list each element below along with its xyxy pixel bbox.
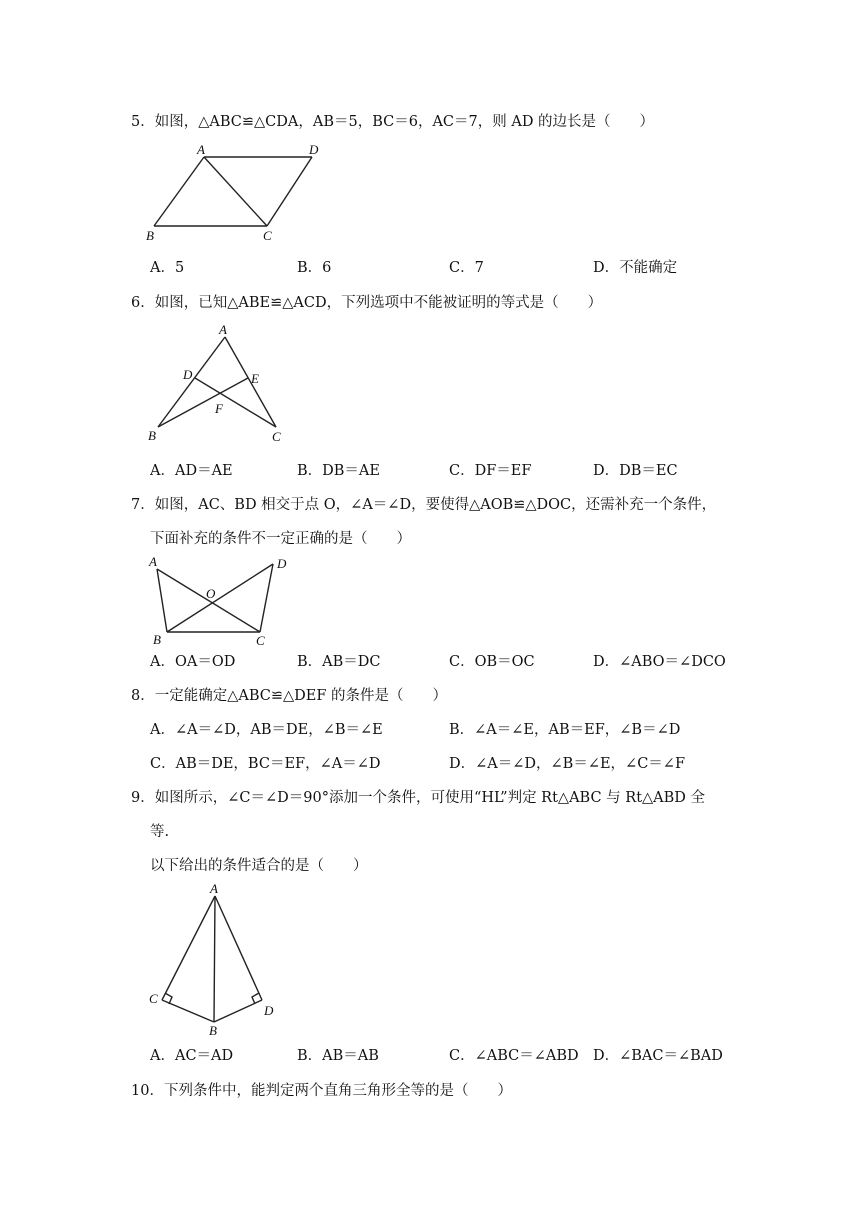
q10-stem: 10．下列条件中，能判定两个直角三角形全等的是（ ） (131, 1083, 512, 1099)
q5-option-c[interactable]: C．7 (449, 260, 484, 276)
q8-option-a[interactable]: A．∠A＝∠D，AB＝DE，∠B＝∠E (150, 722, 383, 738)
q6-label-d: D (183, 367, 193, 382)
q7-option-a[interactable]: A．OA＝OD (150, 654, 236, 670)
q8-option-b[interactable]: B．∠A＝∠E，AB＝EF，∠B＝∠D (449, 722, 681, 738)
q6-label-a: A (219, 322, 227, 337)
q6-figure (140, 322, 300, 447)
q6-label-e: E (251, 371, 259, 386)
q9-option-d[interactable]: D．∠BAC＝∠BAD (593, 1048, 723, 1064)
q7-option-b[interactable]: B．AB＝DC (297, 654, 381, 670)
q9-label-a: A (210, 881, 218, 896)
q7-stem-line1: 7．如图，AC、BD 相交于点 O，∠A＝∠D，要使得△AOB≌△DOC，还需补充一个条件， (131, 497, 717, 513)
q7-label-d: D (277, 556, 287, 571)
q6-label-b: B (148, 428, 156, 443)
q5-option-a[interactable]: A．5 (150, 260, 185, 276)
q9-label-c: C (149, 991, 158, 1006)
q5-label-d: D (309, 142, 319, 157)
q5-option-d[interactable]: D．不能确定 (593, 260, 678, 276)
q9-figure (140, 880, 280, 1040)
q5-label-c: C (263, 228, 272, 243)
q6-option-b[interactable]: B．DB＝AE (297, 463, 380, 479)
q7-label-a: A (149, 554, 157, 569)
q7-option-d[interactable]: D．∠ABO＝∠DCO (593, 654, 726, 670)
q8-option-c[interactable]: C．AB＝DE，BC＝EF，∠A＝∠D (150, 756, 381, 772)
q6-option-c[interactable]: C．DF＝EF (449, 463, 532, 479)
q9-stem-line2: 等. (150, 824, 170, 840)
q6-option-d[interactable]: D．DB＝EC (593, 463, 678, 479)
q7-figure (140, 552, 300, 647)
q5-label-a: A (197, 142, 205, 157)
q5-option-b[interactable]: B．6 (297, 260, 332, 276)
q6-option-a[interactable]: A．AD＝AE (150, 463, 233, 479)
q7-label-c: C (256, 633, 265, 648)
q7-option-c[interactable]: C．OB＝OC (449, 654, 535, 670)
q9-label-b: B (209, 1023, 217, 1038)
q5-stem: 5．如图，△ABC≌△CDA，AB＝5，BC＝6，AC＝7，则 AD 的边长是（ ） (131, 114, 655, 130)
q6-stem: 6．如图，已知△ABE≌△ACD，下列选项中不能被证明的等式是（ ） (131, 295, 603, 311)
q8-option-d[interactable]: D．∠A＝∠D，∠B＝∠E，∠C＝∠F (449, 756, 686, 772)
q9-option-b[interactable]: B．AB＝AB (297, 1048, 379, 1064)
q5-label-b: B (146, 228, 154, 243)
q7-label-b: B (153, 632, 161, 647)
q9-stem-line1: 9．如图所示，∠C＝∠D＝90°添加一个条件，可使用“HL”判定 Rt△ABC 与 Rt△ABD 全 (131, 790, 706, 806)
q9-stem-line3: 以下给出的条件适合的是（ ） (150, 858, 368, 874)
q6-label-c: C (272, 429, 281, 444)
q9-label-d: D (264, 1003, 274, 1018)
q9-option-a[interactable]: A．AC＝AD (150, 1048, 234, 1064)
q9-option-c[interactable]: C．∠ABC＝∠ABD (449, 1048, 579, 1064)
q6-label-f: F (215, 401, 223, 416)
q8-stem: 8．一定能确定△ABC≌△DEF 的条件是（ ） (131, 688, 448, 704)
q7-stem-line2: 下面补充的条件不一定正确的是（ ） (150, 531, 411, 547)
q5-figure (140, 140, 340, 250)
q7-label-o: O (206, 586, 216, 601)
